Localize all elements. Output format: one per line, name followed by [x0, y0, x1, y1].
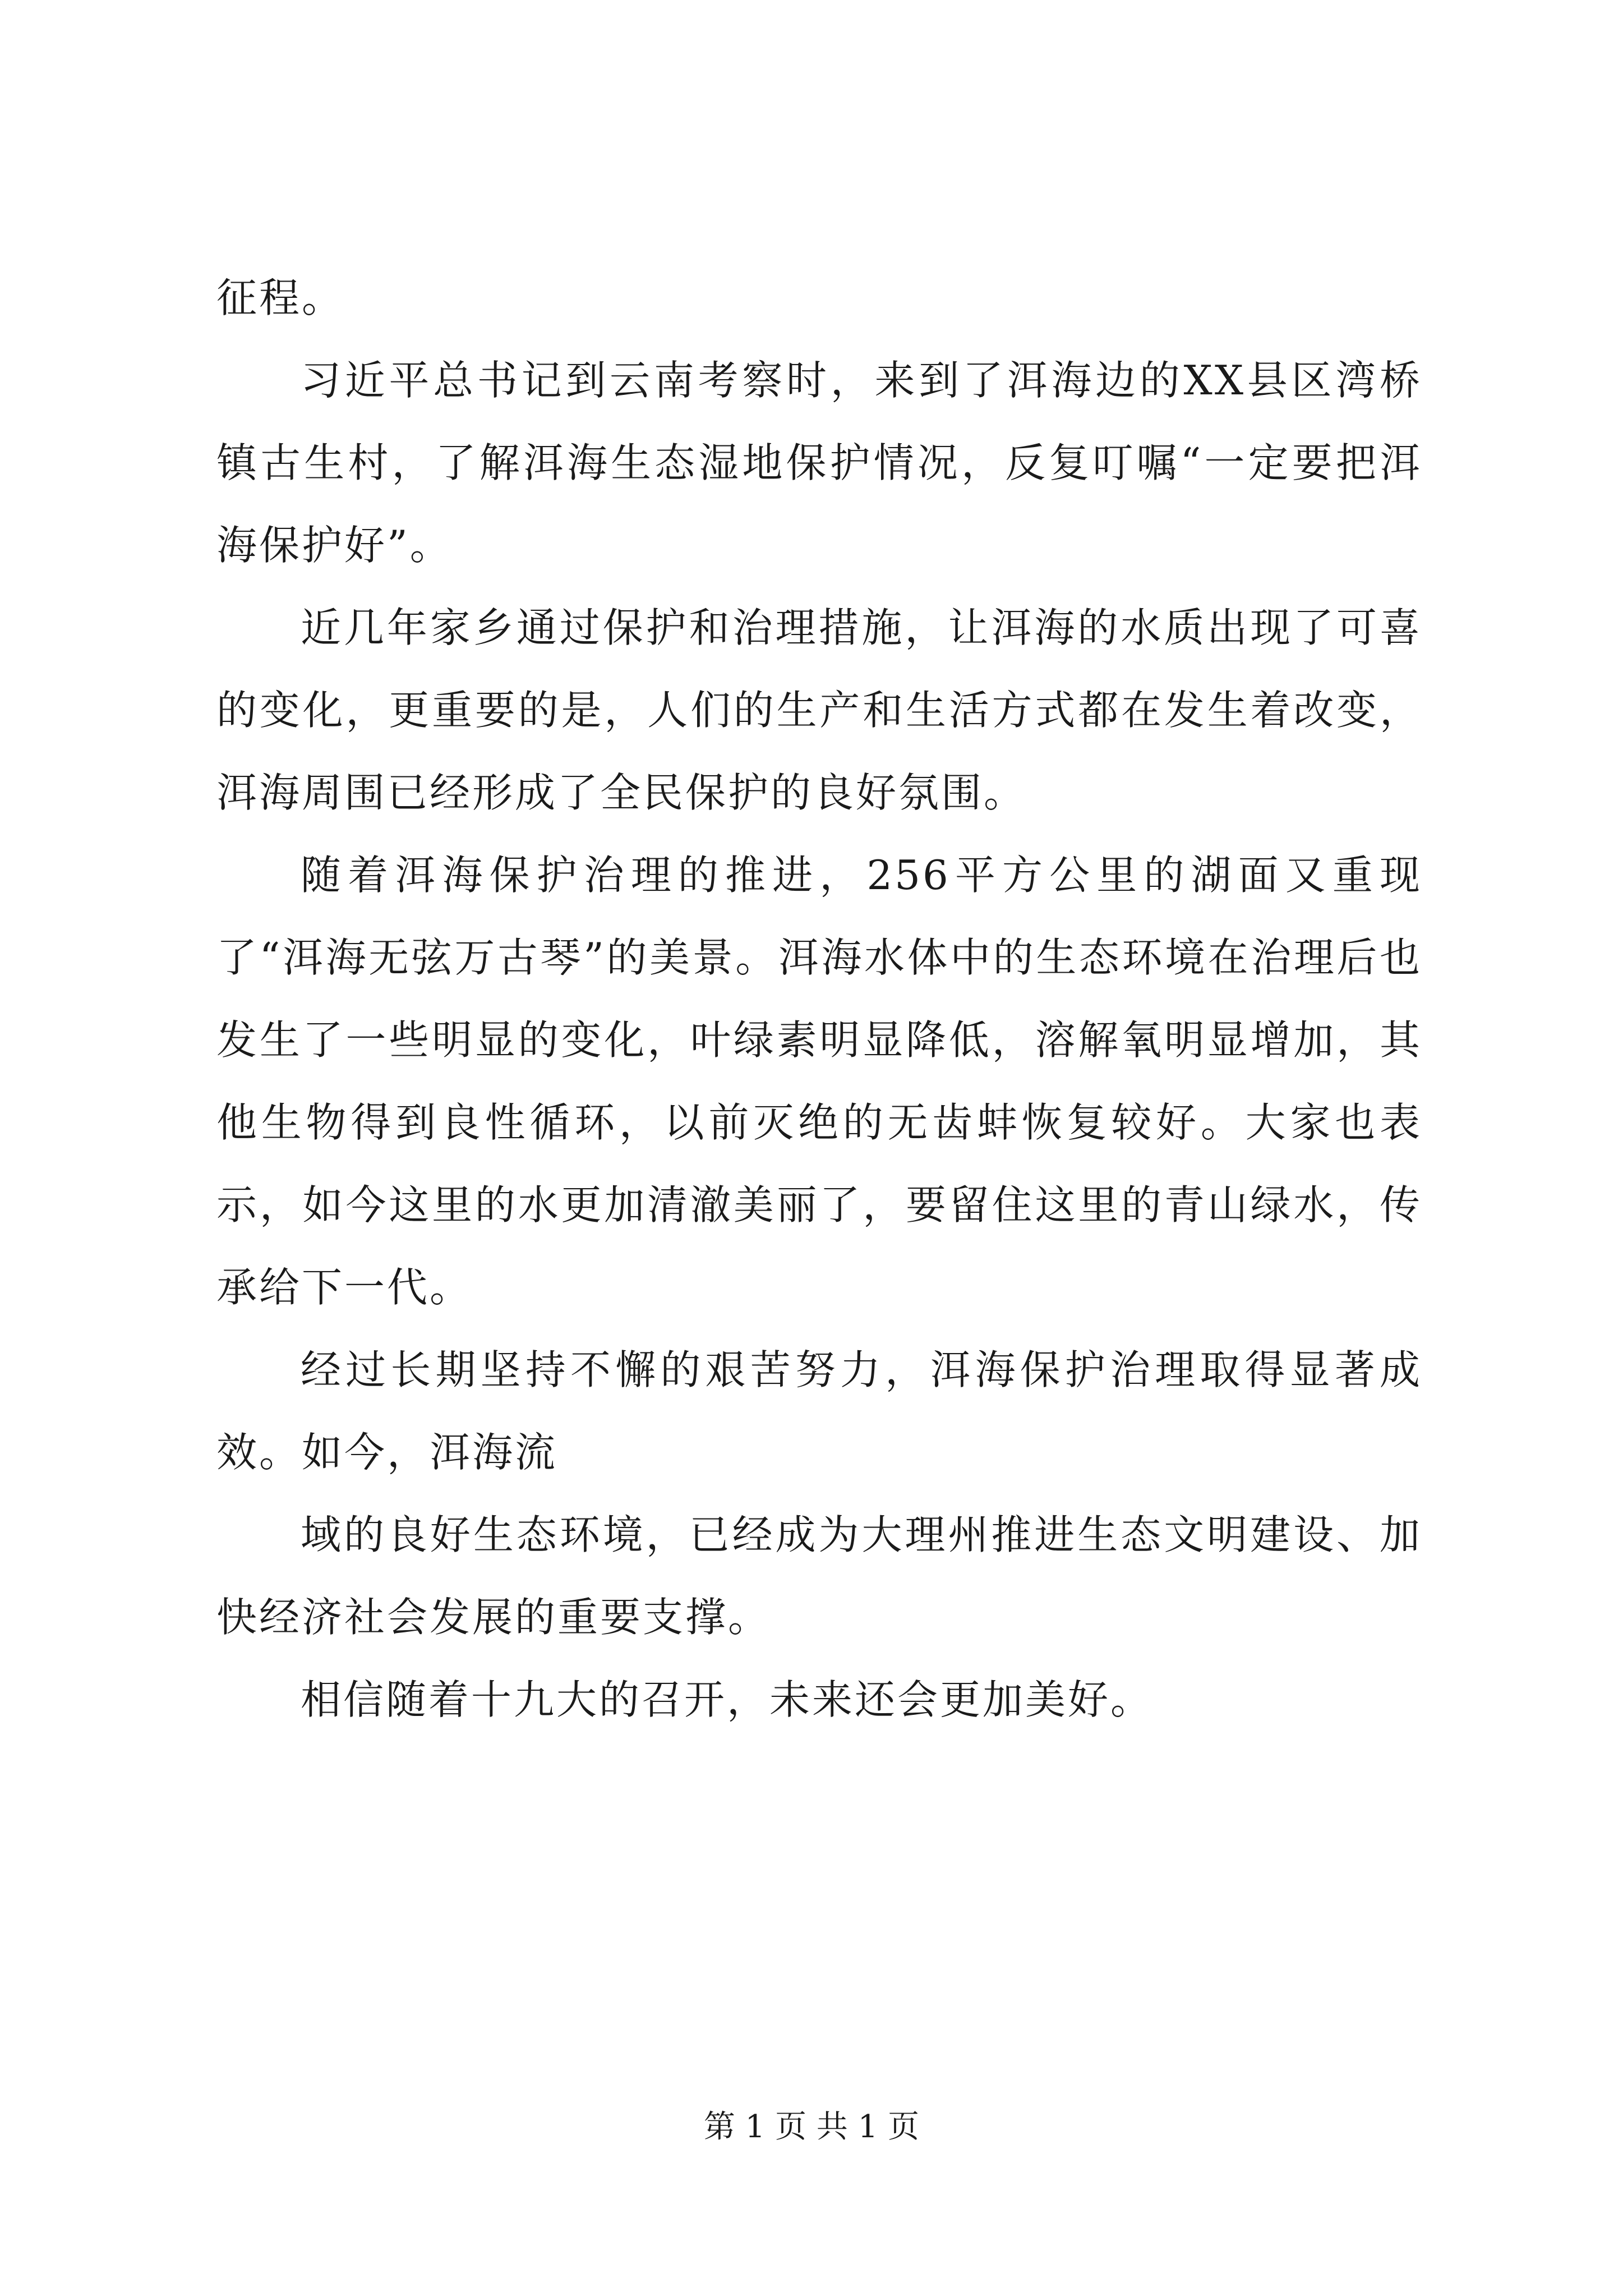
- page-footer: 第 1 页 共 1 页: [703, 2109, 920, 2145]
- paragraph-7: 相信随着十九大的召开，未来还会更加美好。: [301, 1676, 1154, 1723]
- paragraph-5: 经过长期坚持不懈的艰苦努力，洱海保护治理取得显著成效。如今，洱海流: [216, 1346, 1422, 1476]
- paragraph-1: 征程。: [216, 274, 345, 321]
- paragraph-2: 习近平总书记到云南考察时，来到了洱海边的XX县区湾桥镇古生村，了解洱海生态湿地保护情况，反复叮嘱“一定要把洱海保护好”。: [216, 357, 1422, 569]
- paragraph-3: 近几年家乡通过保护和治理措施，让洱海的水质出现了可喜的变化，更重要的是，人们的生产和生活方式都在发生着改变，洱海周围已经形成了全民保护的良好氛围。: [216, 604, 1422, 816]
- paragraph-4: 随着洱海保护治理的推进，256平方公里的湖面又重现了“洱海无弦万古琴”的美景。洱海水体中的生态环境在治理后也发生了一些明显的变化，叶绿素明显降低，溶解氧明显增加，其他生物得到良性循环，以前灭绝的无齿蚌恢复较好。大家也表示，如今这里的水更加清澈美丽了，要留住这里的青山绿水，传承给下一代。: [216, 852, 1422, 1311]
- document-body: [216, 257, 1422, 1741]
- paragraph-6: 域的良好生态环境，已经成为大理州推进生态文明建设、加快经济社会发展的重要支撑。: [216, 1511, 1422, 1641]
